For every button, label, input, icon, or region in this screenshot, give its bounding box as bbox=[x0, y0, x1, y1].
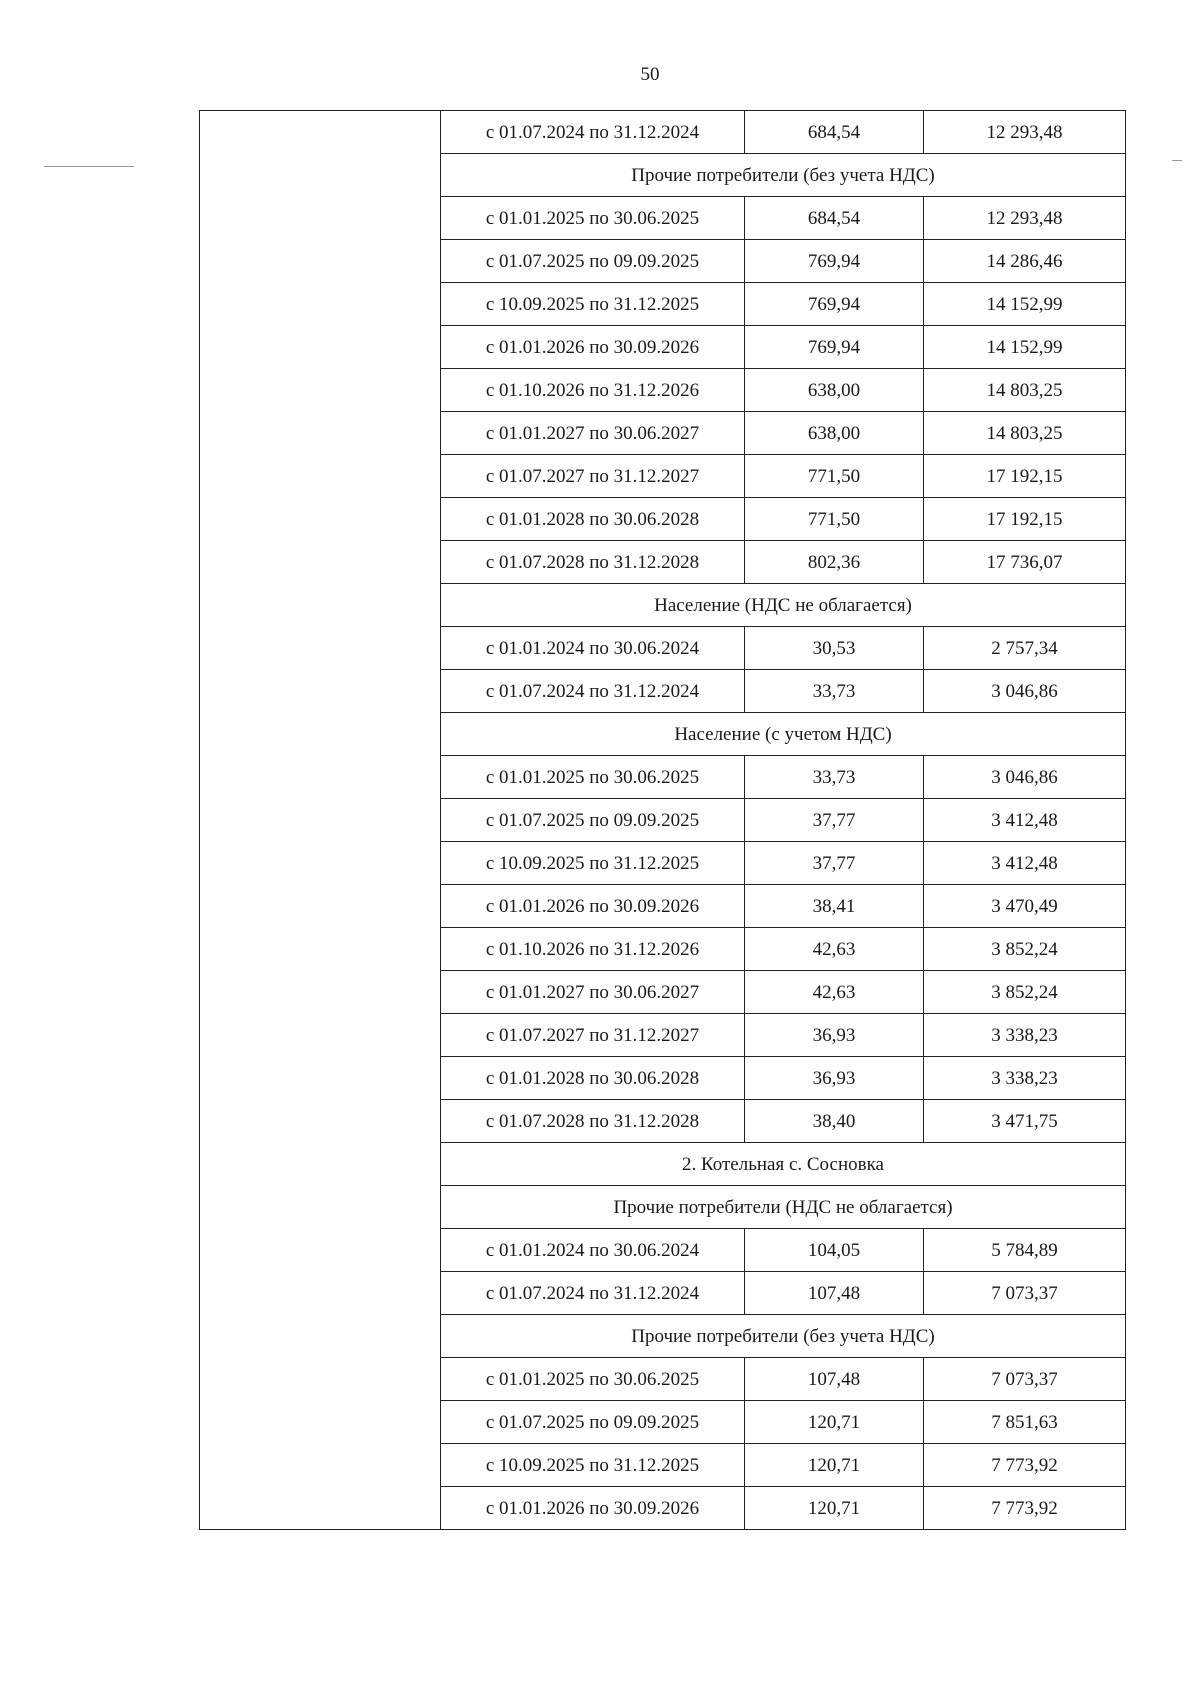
period-cell: с 10.09.2025 по 31.12.2025 bbox=[441, 842, 745, 885]
period-cell: с 01.07.2025 по 09.09.2025 bbox=[441, 1401, 745, 1444]
tariff-value-cell: 120,71 bbox=[745, 1444, 924, 1487]
period-cell: с 01.01.2028 по 30.06.2028 bbox=[441, 1057, 745, 1100]
period-cell: с 01.01.2028 по 30.06.2028 bbox=[441, 498, 745, 541]
tariff-value-cell: 769,94 bbox=[745, 240, 924, 283]
tariff-value-cell: 38,40 bbox=[745, 1100, 924, 1143]
period-cell: с 01.01.2024 по 30.06.2024 bbox=[441, 1229, 745, 1272]
tariff-value-cell: 12 293,48 bbox=[924, 197, 1126, 240]
tariff-value-cell: 3 412,48 bbox=[924, 842, 1126, 885]
period-cell: с 01.10.2026 по 31.12.2026 bbox=[441, 928, 745, 971]
tariff-value-cell: 3 852,24 bbox=[924, 928, 1126, 971]
period-cell: с 01.07.2024 по 31.12.2024 bbox=[441, 1272, 745, 1315]
tariff-value-cell: 638,00 bbox=[745, 369, 924, 412]
tariff-value-cell: 7 073,37 bbox=[924, 1272, 1126, 1315]
tariff-value-cell: 36,93 bbox=[745, 1057, 924, 1100]
tariff-value-cell: 638,00 bbox=[745, 412, 924, 455]
period-cell: с 01.07.2027 по 31.12.2027 bbox=[441, 1014, 745, 1057]
tariff-value-cell: 5 784,89 bbox=[924, 1229, 1126, 1272]
tariff-value-cell: 3 338,23 bbox=[924, 1014, 1126, 1057]
period-cell: с 01.01.2026 по 30.09.2026 bbox=[441, 326, 745, 369]
tariff-value-cell: 37,77 bbox=[745, 799, 924, 842]
tariff-value-cell: 3 046,86 bbox=[924, 670, 1126, 713]
period-cell: с 01.01.2025 по 30.06.2025 bbox=[441, 756, 745, 799]
tariff-table bbox=[199, 110, 1126, 1530]
period-cell: с 01.01.2026 по 30.09.2026 bbox=[441, 885, 745, 928]
tariff-value-cell: 7 773,92 bbox=[924, 1444, 1126, 1487]
tariff-value-cell: 17 192,15 bbox=[924, 455, 1126, 498]
tariff-value-cell: 3 852,24 bbox=[924, 971, 1126, 1014]
tariff-value-cell: 3 046,86 bbox=[924, 756, 1126, 799]
merged-left-cell bbox=[200, 111, 441, 1530]
section-header-label: Население (НДС не облагается) bbox=[441, 584, 1126, 627]
period-cell: с 01.01.2027 по 30.06.2027 bbox=[441, 412, 745, 455]
tariff-value-cell: 14 803,25 bbox=[924, 412, 1126, 455]
tariff-value-cell: 802,36 bbox=[745, 541, 924, 584]
period-cell: с 01.01.2026 по 30.09.2026 bbox=[441, 1487, 745, 1530]
period-cell: с 01.07.2028 по 31.12.2028 bbox=[441, 1100, 745, 1143]
section-header-label: 2. Котельная с. Сосновка bbox=[441, 1143, 1126, 1186]
tariff-value-cell: 37,77 bbox=[745, 842, 924, 885]
tariff-value-cell: 14 152,99 bbox=[924, 283, 1126, 326]
period-cell: с 01.10.2026 по 31.12.2026 bbox=[441, 369, 745, 412]
scan-artifact-line bbox=[44, 166, 134, 167]
scan-artifact-line bbox=[1172, 160, 1182, 161]
tariff-value-cell: 684,54 bbox=[745, 197, 924, 240]
tariff-value-cell: 17 192,15 bbox=[924, 498, 1126, 541]
period-cell: с 01.01.2024 по 30.06.2024 bbox=[441, 627, 745, 670]
tariff-value-cell: 120,71 bbox=[745, 1401, 924, 1444]
tariff-value-cell: 7 073,37 bbox=[924, 1358, 1126, 1401]
tariff-value-cell: 771,50 bbox=[745, 455, 924, 498]
period-cell: с 01.07.2024 по 31.12.2024 bbox=[441, 670, 745, 713]
tariff-value-cell: 33,73 bbox=[745, 756, 924, 799]
tariff-value-cell: 3 338,23 bbox=[924, 1057, 1126, 1100]
period-cell: с 01.07.2027 по 31.12.2027 bbox=[441, 455, 745, 498]
tariff-value-cell: 38,41 bbox=[745, 885, 924, 928]
period-cell: с 01.07.2025 по 09.09.2025 bbox=[441, 799, 745, 842]
section-header-label: Прочие потребители (без учета НДС) bbox=[441, 1315, 1126, 1358]
tariff-value-cell: 33,73 bbox=[745, 670, 924, 713]
tariff-value-cell: 14 152,99 bbox=[924, 326, 1126, 369]
tariff-value-cell: 684,54 bbox=[745, 111, 924, 154]
tariff-value-cell: 42,63 bbox=[745, 971, 924, 1014]
period-cell: с 01.01.2025 по 30.06.2025 bbox=[441, 197, 745, 240]
tariff-value-cell: 7 773,92 bbox=[924, 1487, 1126, 1530]
period-cell: с 01.07.2025 по 09.09.2025 bbox=[441, 240, 745, 283]
tariff-value-cell: 107,48 bbox=[745, 1272, 924, 1315]
section-header-label: Прочие потребители (без учета НДС) bbox=[441, 154, 1126, 197]
tariff-value-cell: 42,63 bbox=[745, 928, 924, 971]
table-row bbox=[200, 111, 1126, 154]
section-header-label: Население (с учетом НДС) bbox=[441, 713, 1126, 756]
period-cell: с 01.07.2024 по 31.12.2024 bbox=[441, 111, 745, 154]
period-cell: с 10.09.2025 по 31.12.2025 bbox=[441, 1444, 745, 1487]
tariff-value-cell: 3 470,49 bbox=[924, 885, 1126, 928]
tariff-value-cell: 17 736,07 bbox=[924, 541, 1126, 584]
tariff-value-cell: 14 286,46 bbox=[924, 240, 1126, 283]
tariff-value-cell: 3 471,75 bbox=[924, 1100, 1126, 1143]
tariff-table-body bbox=[200, 111, 1126, 1530]
tariff-value-cell: 7 851,63 bbox=[924, 1401, 1126, 1444]
tariff-value-cell: 771,50 bbox=[745, 498, 924, 541]
page-number: 50 bbox=[640, 64, 660, 85]
tariff-value-cell: 36,93 bbox=[745, 1014, 924, 1057]
tariff-value-cell: 3 412,48 bbox=[924, 799, 1126, 842]
section-header-label: Прочие потребители (НДС не облагается) bbox=[441, 1186, 1126, 1229]
tariff-value-cell: 2 757,34 bbox=[924, 627, 1126, 670]
period-cell: с 01.01.2025 по 30.06.2025 bbox=[441, 1358, 745, 1401]
period-cell: с 10.09.2025 по 31.12.2025 bbox=[441, 283, 745, 326]
tariff-value-cell: 30,53 bbox=[745, 627, 924, 670]
period-cell: с 01.07.2028 по 31.12.2028 bbox=[441, 541, 745, 584]
tariff-value-cell: 107,48 bbox=[745, 1358, 924, 1401]
tariff-value-cell: 769,94 bbox=[745, 326, 924, 369]
tariff-value-cell: 120,71 bbox=[745, 1487, 924, 1530]
tariff-value-cell: 14 803,25 bbox=[924, 369, 1126, 412]
tariff-value-cell: 104,05 bbox=[745, 1229, 924, 1272]
tariff-value-cell: 769,94 bbox=[745, 283, 924, 326]
tariff-value-cell: 12 293,48 bbox=[924, 111, 1126, 154]
period-cell: с 01.01.2027 по 30.06.2027 bbox=[441, 971, 745, 1014]
